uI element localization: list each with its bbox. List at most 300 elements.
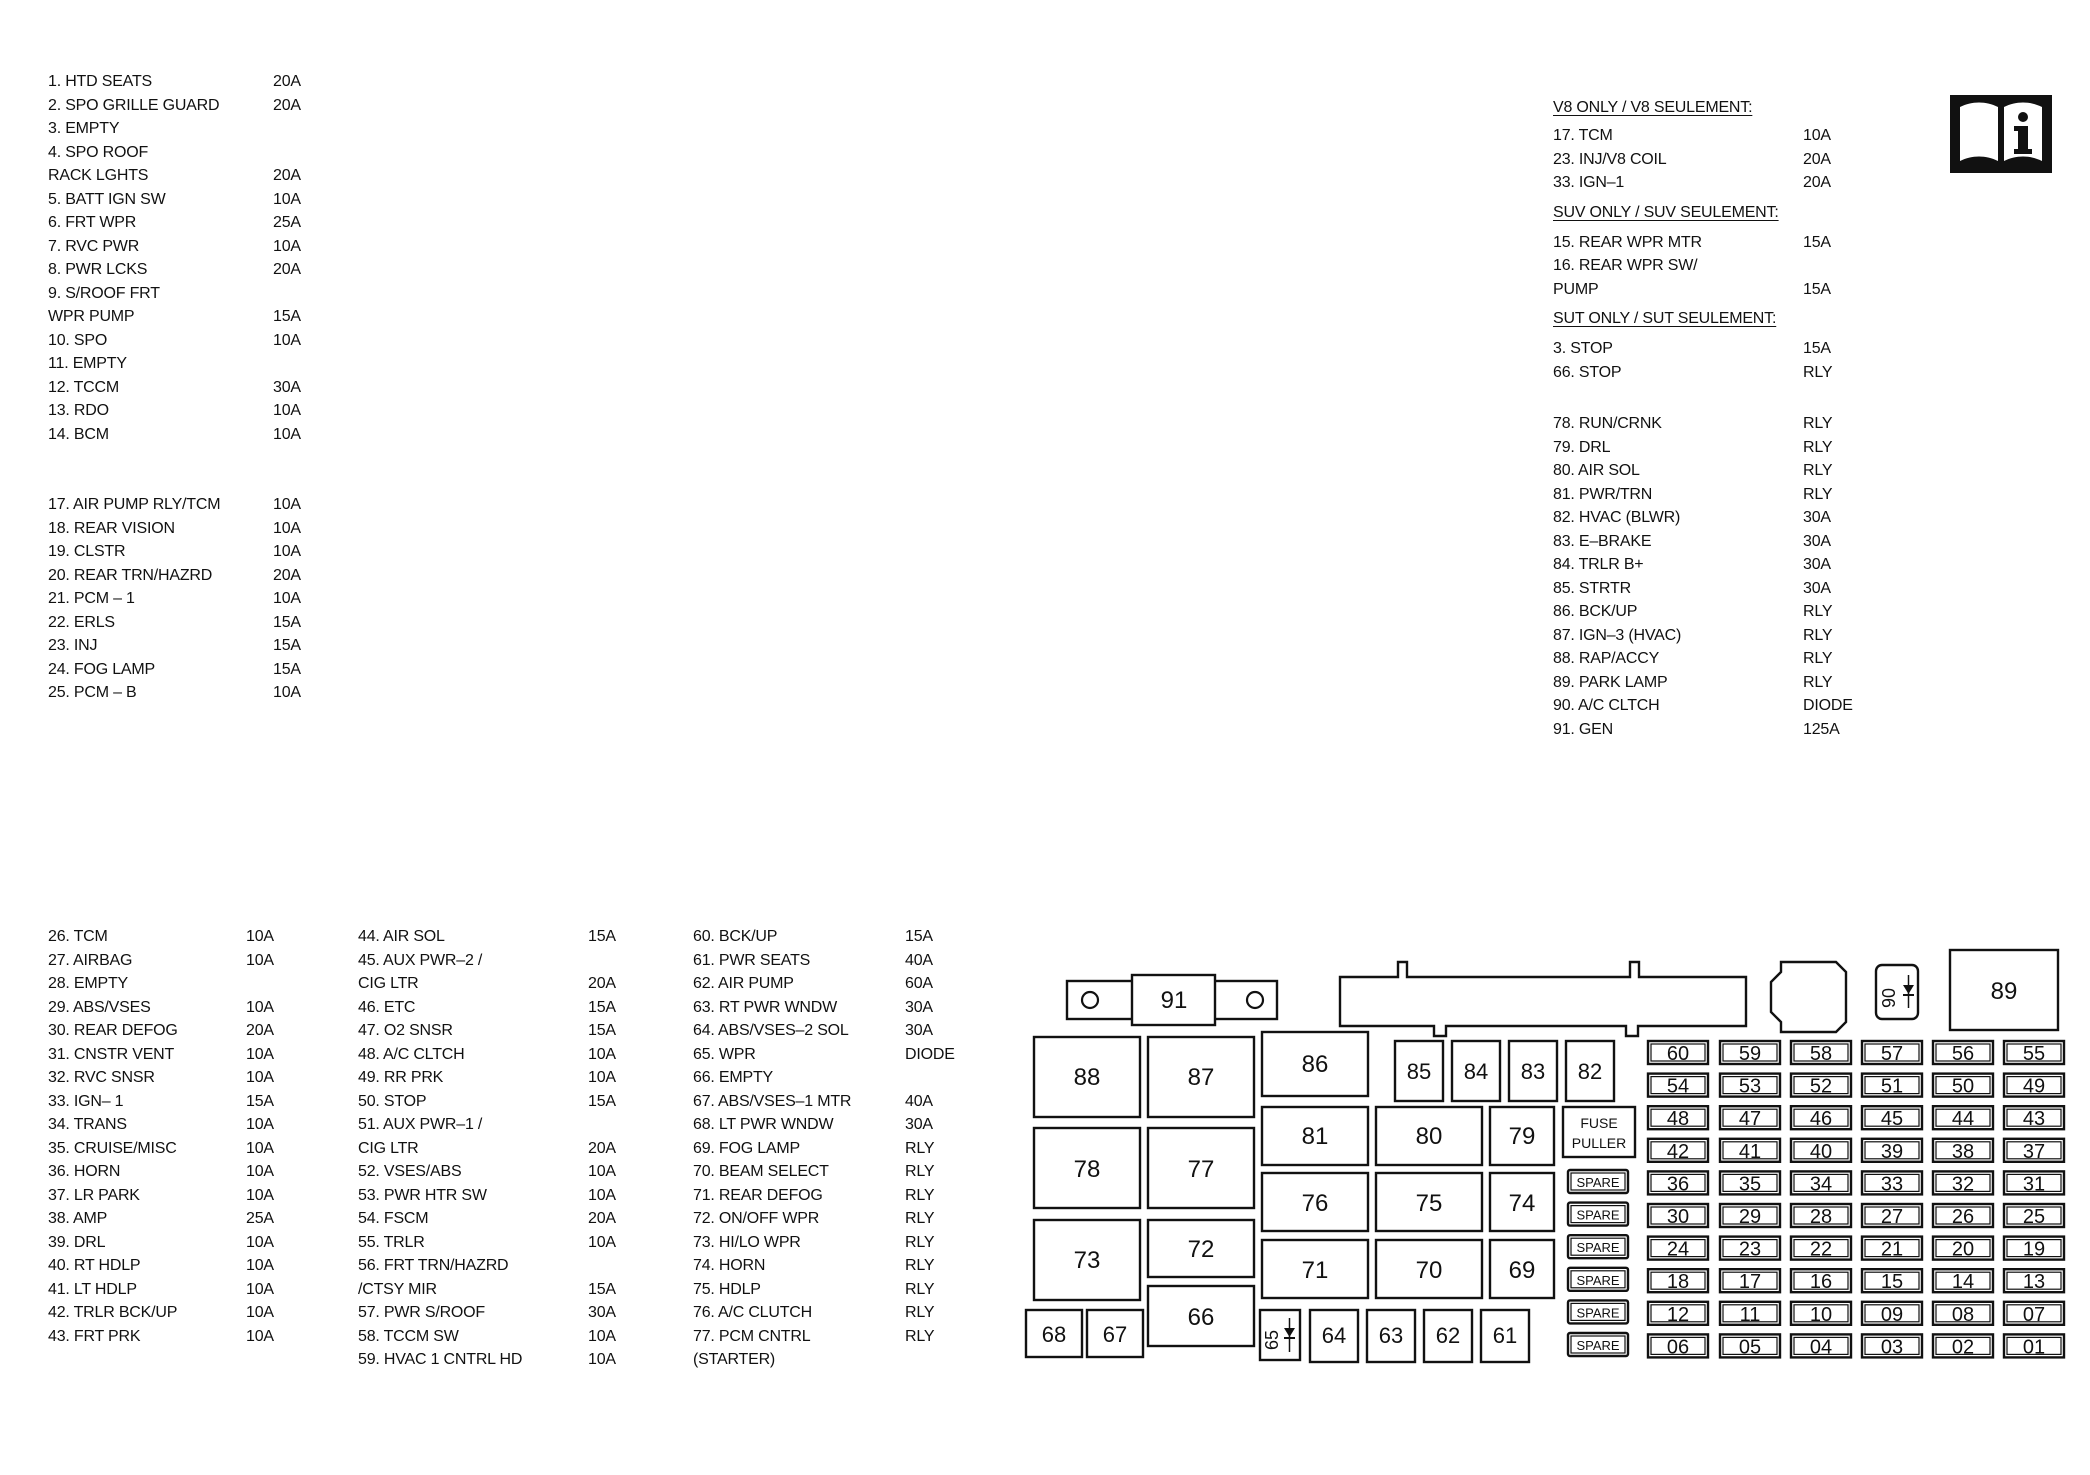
mini-fuse-label: 11 [1739,1303,1761,1326]
fuse-rating: 25A [273,214,301,231]
fuse-rating: 10A [246,1233,274,1251]
fuse-85 [1395,1041,1443,1101]
mini-fuse [2004,1139,2064,1163]
relay-89-label: 89 [1990,978,2018,1005]
fuse-rating: 10A [246,998,274,1016]
v8-section-title: V8 ONLY / V8 SEULEMENT: [1553,99,1753,116]
fuse-label: 35. CRUISE/MISC [48,1139,177,1157]
fuse-rating: 20A [588,1210,616,1227]
fuse-rating: 15A [588,1022,616,1039]
fuse-rating: 10A [273,331,301,349]
fuse-label: 68. LT PWR WNDW [693,1116,834,1133]
mini-fuse [1933,1302,1993,1326]
fuse-label: 59. HVAC 1 CNTRL HD [358,1351,523,1368]
relay-81 [1262,1107,1368,1165]
mini-fuse [1933,1204,1993,1228]
mini-fuse-label: 02 [1951,1336,1975,1359]
fuse-label: CIG LTR [358,975,419,992]
fuse-label: 28. EMPTY [48,975,129,992]
fuse-rating: RLY [1803,415,1833,432]
fuse-label: 61. PWR SEATS [693,951,811,969]
fuse-rating: 10A [246,951,274,969]
fuse-label: 87. IGN–3 (HVAC) [1553,626,1682,644]
fuse-rating: 10A [588,1069,616,1086]
fuse-label: 55. TRLR [358,1233,425,1251]
fuse-rating: RLY [1803,462,1833,479]
mini-fuse [2004,1171,2064,1195]
fuse-label: 75. HDLP [693,1280,761,1298]
fuse-rating: 30A [905,1022,933,1039]
svg-text:64: 64 [1321,1323,1347,1348]
fuse-label: 81. PWR/TRN [1553,485,1653,503]
fuse-label: 79. DRL [1553,438,1611,456]
mini-fuse [2004,1334,2064,1358]
svg-text:82: 82 [1577,1059,1603,1084]
mini-fuse [1862,1302,1922,1326]
mini-fuse [1720,1106,1780,1130]
fuse-label: 66. STOP [1553,363,1622,381]
fuse-rating: 15A [273,660,301,678]
mini-fuse-label: 04 [1809,1336,1833,1359]
fuse-label: 41. LT HDLP [48,1280,137,1298]
svg-text:79: 79 [1508,1123,1536,1150]
fuse-label: 7. RVC PWR [48,237,140,255]
fuse-label: /CTSY MIR [358,1280,437,1298]
mini-fuse [1720,1269,1780,1293]
fuse-rating: 10A [273,590,301,607]
fuse-rating: DIODE [905,1045,955,1063]
fuse-label: 89. PARK LAMP [1553,673,1668,691]
mini-fuse [1648,1237,1708,1261]
fuse-label: 31. CNSTR VENT [48,1045,175,1063]
suv-section-title: SUV ONLY / SUV SEULEMENT: [1553,203,1779,221]
spare-fuse [1568,1300,1628,1323]
fuse-label: 49. RR PRK [358,1069,444,1086]
fuse-rating: 10A [273,684,301,701]
fuse-label: 58. TCCM SW [358,1327,459,1345]
fuse-label: 90. A/C CLTCH [1553,697,1660,714]
fuse-rating: 20A [273,167,301,184]
fuse-rating: 10A [588,1045,616,1063]
fuse-label: 67. ABS/VSES–1 MTR [693,1092,852,1110]
fuse-puller [1563,1107,1635,1157]
svg-text:PULLER: PULLER [1571,1135,1627,1151]
spare-fuse [1568,1203,1628,1226]
mini-fuse-label: 57 [1880,1043,1904,1065]
fuse-rating: 20A [273,261,301,278]
mini-fuse [1862,1106,1922,1130]
mini-fuse-label: 52 [1809,1075,1833,1098]
fuse-rating: RLY [905,1163,935,1180]
mini-fuse-label: 13 [2022,1271,2046,1294]
spare-fuses [1568,1170,1628,1356]
mini-fuse-label: 38 [1951,1140,1975,1163]
fuse-rating: 15A [588,1092,616,1110]
fuse-rating: RLY [1803,438,1833,456]
fuse-rating: 125A [1803,720,1840,738]
mini-fuse [1933,1139,1993,1163]
fuse-rating: 20A [1803,174,1831,191]
fuse-rating: 20A [588,1139,616,1157]
fuse-rating: 10A [246,1139,274,1157]
fuse-rating: 10A [273,237,301,255]
diode-65 [1260,1310,1300,1360]
fuse-61 [1481,1310,1529,1362]
fuse-rating: RLY [905,1139,935,1157]
svg-text:84: 84 [1463,1059,1489,1084]
fuse-rating: 10A [588,1186,616,1204]
fuse-label: 33. IGN–1 [1553,174,1625,191]
mini-fuse-label: 30 [1666,1206,1690,1228]
mini-fuse-label: 05 [1738,1336,1762,1359]
mini-fuse [1648,1041,1708,1065]
fuse-label: CIG LTR [358,1139,419,1157]
fuse-rating: 10A [588,1163,616,1180]
mini-fuse [2004,1074,2064,1098]
mini-fuse [1791,1139,1851,1163]
relay-70 [1376,1240,1482,1298]
fuse-rating: 15A [246,1092,274,1110]
mini-fuse-label: 55 [2022,1043,2046,1065]
fuse-label: 30. REAR DEFOG [48,1022,178,1039]
mini-fuse-label: 07 [2022,1303,2046,1326]
fuse-label: 16. REAR WPR SW/ [1553,257,1698,274]
fuse-label: 33. IGN– 1 [48,1092,124,1110]
mini-fuse [1791,1269,1851,1293]
mini-fuse [1791,1334,1851,1358]
svg-text:70: 70 [1415,1257,1443,1284]
mini-fuse [1720,1237,1780,1261]
mini-fuse [1720,1074,1780,1098]
fuse-label: 83. E–BRAKE [1553,532,1652,550]
fuse-rating: 10A [588,1351,616,1368]
svg-text:65: 65 [1262,1329,1282,1350]
mini-fuse [1933,1171,1993,1195]
mini-fuse-label: 18 [1666,1271,1690,1294]
fuse-label: 82. HVAC (BLWR) [1553,509,1681,526]
mini-fuse-label: 09 [1880,1303,1904,1326]
svg-text:FUSE: FUSE [1580,1115,1618,1131]
fuse-label: 71. REAR DEFOG [693,1186,823,1204]
fuse-rating: RLY [905,1280,935,1298]
fuse-label: 64. ABS/VSES–2 SOL [693,1022,849,1039]
mini-fuse-label: 59 [1738,1043,1762,1065]
svg-text:83: 83 [1520,1059,1546,1084]
relay-76 [1262,1173,1368,1231]
mini-fuse-label: 10 [1809,1303,1833,1326]
mini-fuse-label: 21 [1880,1238,1904,1261]
fuse-label: 46. ETC [358,998,416,1016]
mini-fuse [1648,1204,1708,1228]
svg-text:77: 77 [1187,1156,1215,1183]
mini-fuse [1791,1302,1851,1326]
fuse-rating: 30A [905,1116,933,1133]
mini-fuse [1862,1204,1922,1228]
fuse-rating: 30A [905,998,933,1016]
relay-79 [1490,1107,1554,1165]
spare-label: SPARE [1576,1272,1620,1288]
diode-90 [1876,965,1918,1019]
svg-text:87: 87 [1187,1064,1215,1091]
svg-text:81: 81 [1301,1123,1329,1150]
fuse-rating: RLY [905,1327,935,1345]
svg-text:76: 76 [1301,1190,1329,1217]
octagon-connector [1771,962,1846,1032]
mini-fuse-label: 51 [1880,1075,1904,1098]
fuse-label: 24. FOG LAMP [48,660,155,678]
fuse-rating: 10A [246,1116,274,1133]
fuse-rating: 10A [246,1327,274,1345]
mini-fuse [2004,1237,2064,1261]
mini-fuse-label: 44 [1951,1108,1975,1131]
mini-fuse-label: 01 [2022,1336,2046,1359]
spare-fuse [1568,1235,1628,1258]
mini-fuse [1791,1171,1851,1195]
fuse-label: 23. INJ [48,637,98,654]
fuse-rating: 10A [273,496,301,513]
mini-fuse [1862,1041,1922,1065]
spare-label: SPARE [1576,1207,1620,1223]
mini-fuse [1648,1074,1708,1098]
mini-fuse [1862,1334,1922,1358]
fuse-rating: 15A [1803,233,1831,251]
fuse-label: 38. AMP [48,1210,108,1227]
mini-fuse-label: 14 [1951,1271,1975,1294]
fuse-rating: 15A [588,998,616,1016]
fuse-rating: 10A [588,1233,616,1251]
mini-fuse-label: 32 [1951,1173,1975,1196]
fuse-rating: 15A [588,928,616,945]
fuse-rating: 10A [273,543,301,560]
mini-fuse [1791,1041,1851,1065]
fuse-rating: 15A [1803,340,1831,357]
relay-78 [1034,1128,1140,1208]
fuse-label: 91. GEN [1553,720,1613,738]
fuse-label: 56. FRT TRN/HAZRD [358,1257,509,1274]
mini-fuse [1791,1074,1851,1098]
fuse-rating: 10A [246,928,274,945]
spare-label: SPARE [1576,1305,1620,1321]
svg-text:66: 66 [1187,1304,1215,1331]
mini-fuse [1933,1334,1993,1358]
mini-fuse-label: 60 [1666,1043,1690,1065]
fuse-label: 9. S/ROOF FRT [48,284,160,302]
fuse-label: 62. AIR PUMP [693,975,794,992]
fuse-rating: RLY [905,1233,935,1251]
relay-66 [1148,1286,1254,1346]
relay-75 [1376,1173,1482,1231]
spare-label: SPARE [1576,1240,1620,1256]
fuse-label: 57. PWR S/ROOF [358,1304,485,1321]
fuse-rating: 60A [905,975,933,992]
fuse-label: 21. PCM – 1 [48,590,135,607]
svg-text:62: 62 [1435,1323,1461,1348]
svg-text:80: 80 [1415,1123,1443,1150]
mini-fuse [2004,1106,2064,1130]
fuse-rating: 25A [246,1210,274,1227]
fuse-label: 42. TRLR BCK/UP [48,1304,178,1321]
mini-fuse [1720,1302,1780,1326]
svg-text:88: 88 [1073,1064,1101,1091]
relay-88 [1034,1037,1140,1117]
mini-fuse [1648,1171,1708,1195]
mini-fuse-label: 20 [1951,1238,1975,1261]
mini-fuse-label: 37 [2022,1140,2046,1163]
fuse-rating: 30A [588,1304,616,1321]
svg-text:78: 78 [1073,1156,1101,1183]
sut-section-title: SUT ONLY / SUT SEULEMENT: [1553,310,1777,327]
fuse-label: 84. TRLR B+ [1553,556,1644,573]
fuse-rating: 30A [1803,556,1831,573]
fuse-rating: 10A [246,1163,274,1180]
fuse-rating: 40A [905,951,933,969]
fuse-label: 72. ON/OFF WPR [693,1210,820,1227]
fuse-label: 51. AUX PWR–1 / [358,1116,483,1133]
mini-fuse [1648,1106,1708,1130]
mini-fuse [1933,1237,1993,1261]
fuse-label: 19. CLSTR [48,543,126,560]
mini-fuse [1720,1204,1780,1228]
svg-text:63: 63 [1378,1323,1404,1348]
fuse-rating: 15A [588,1280,616,1298]
mini-fuse-label: 16 [1809,1271,1833,1294]
fuse-label: 63. RT PWR WNDW [693,998,837,1016]
fuse-rating: RLY [1803,485,1833,503]
fuse-label: 5. BATT IGN SW [48,190,166,208]
fuse-rating: DIODE [1803,697,1853,714]
mini-fuse-label: 53 [1738,1075,1762,1098]
fuse-rating: 10A [246,1069,274,1086]
mini-fuse [1862,1171,1922,1195]
fuse-label: 3. EMPTY [48,120,120,137]
fuse-label: 32. RVC SNSR [48,1069,155,1086]
fuse-label: 77. PCM CNTRL [693,1327,811,1345]
fuse-rating: RLY [1803,673,1833,691]
mini-fuse [1720,1041,1780,1065]
fuse-label: 23. INJ/V8 COIL [1553,150,1667,168]
fuse-label: 29. ABS/VSES [48,998,151,1016]
fuse-label: 54. FSCM [358,1210,429,1227]
mini-fuse [2004,1204,2064,1228]
diode-90-label: 90 [1879,987,1899,1008]
fuse-rating: RLY [905,1210,935,1227]
fuse-rating: 40A [905,1092,933,1110]
fuse-rating: 10A [273,190,301,208]
mini-fuse-label: 35 [1738,1173,1762,1196]
fuse-label: 8. PWR LCKS [48,261,148,278]
fuse-label: 37. LR PARK [48,1186,140,1204]
fuse-rating: 15A [273,308,301,325]
mini-fuse-label: 28 [1809,1206,1833,1228]
mini-fuse-label: 42 [1666,1140,1690,1163]
mini-fuse-label: 19 [2022,1238,2046,1261]
svg-text:74: 74 [1508,1190,1536,1217]
fuse-rating: 10A [246,1280,274,1298]
fuse-label: 74. HORN [693,1257,766,1274]
svg-text:75: 75 [1415,1190,1443,1217]
fuse-rating: 20A [273,566,301,584]
mini-fuse [2004,1041,2064,1065]
fuse-label: 3. STOP [1553,340,1613,357]
fuse-rating: RLY [905,1304,935,1321]
svg-text:69: 69 [1508,1257,1536,1284]
mini-fuse-label: 47 [1738,1108,1762,1131]
mini-fuse-label: 54 [1666,1075,1690,1098]
fuse-rating: RLY [905,1186,935,1204]
fuse-rating: 20A [246,1022,274,1039]
fuse-rating: 30A [273,378,301,396]
fuse-label: 69. FOG LAMP [693,1139,800,1157]
fuse-67 [1087,1310,1143,1357]
mini-fuse-label: 48 [1666,1108,1690,1131]
fuse-63 [1367,1310,1415,1362]
fuse-rating: 20A [588,975,616,992]
fuse-rating: 20A [1803,150,1831,168]
mini-fuse-label: 12 [1666,1303,1690,1326]
fuse-rating: 10A [273,519,301,537]
mini-fuse [1720,1171,1780,1195]
mini-fuse-label: 23 [1738,1238,1762,1261]
fuse-label: 6. FRT WPR [48,214,137,231]
fuse-64 [1310,1310,1358,1362]
fuse-68 [1026,1310,1082,1357]
svg-text:86: 86 [1301,1051,1329,1078]
mini-fuse [1791,1106,1851,1130]
fuse-62 [1424,1310,1472,1362]
mini-fuse [2004,1269,2064,1293]
fuse-label: (STARTER) [693,1351,776,1368]
mini-fuse-label: 17 [1738,1271,1762,1294]
mini-fuse [1933,1074,1993,1098]
fuse-rating: 10A [246,1304,274,1321]
mini-fuse [1862,1074,1922,1098]
mini-fuse [1862,1139,1922,1163]
fuse-label: 85. STRTR [1553,579,1631,597]
mini-fuse-label: 45 [1880,1108,1904,1131]
fuse-label: 10. SPO [48,331,108,349]
fuse-label: 53. PWR HTR SW [358,1186,487,1204]
fuse-rating: 15A [273,613,301,631]
fuse-label: 65. WPR [693,1045,756,1063]
fuse-91-label: 91 [1160,987,1188,1014]
fuse-rating: 10A [273,402,301,419]
mini-fuse [1648,1269,1708,1293]
fuse-label: 48. A/C CLTCH [358,1045,465,1063]
fuse-rating: 20A [273,96,301,114]
mini-fuse [1791,1237,1851,1261]
fuse-label: 52. VSES/ABS [358,1163,462,1180]
fuse-label: 80. AIR SOL [1553,462,1640,479]
mini-fuse [1791,1204,1851,1228]
mini-fuse-grid [1648,1041,2064,1358]
svg-text:61: 61 [1492,1323,1518,1348]
fuse-rating: 20A [273,73,301,90]
fuse-rating: RLY [1803,626,1833,644]
svg-text:85: 85 [1406,1059,1432,1084]
fuse-label: 86. BCK/UP [1553,603,1638,620]
mini-fuse-label: 06 [1666,1336,1690,1359]
mini-fuse-label: 22 [1809,1238,1833,1261]
fuse-rating: 10A [246,1045,274,1063]
connector-bar [1340,962,1746,1036]
fuse-label: WPR PUMP [48,308,135,325]
mini-fuse-label: 24 [1666,1238,1690,1261]
fuse-rating: 15A [905,928,933,945]
mini-fuse [1933,1106,1993,1130]
fuse-rating: 10A [246,1186,274,1204]
fuse-rating: 30A [1803,532,1831,550]
relay-73 [1034,1220,1140,1300]
